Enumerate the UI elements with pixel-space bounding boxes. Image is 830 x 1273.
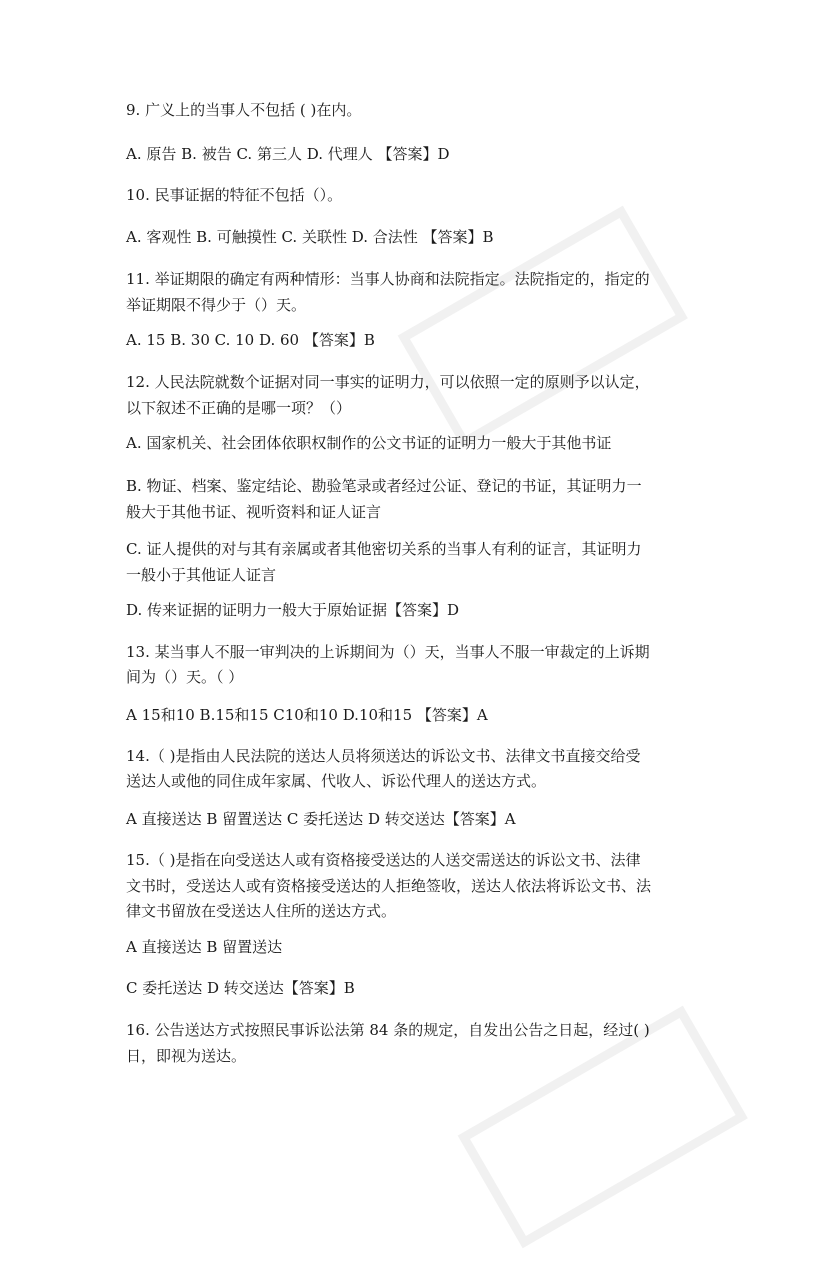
q12-option-c-line2: 一般小于其他证人证言 — [126, 566, 277, 584]
q13-options: A 15和10 B.15和15 C10和10 D.10和15 【答案】A — [126, 706, 488, 724]
q15-options-line2: C 委托送达 D 转交送达【答案】B — [126, 979, 355, 997]
q11-options: A. 15 B. 30 C. 10 D. 60 【答案】B — [126, 331, 375, 349]
q12-stem-line2: 以下叙述不正确的是哪一项？（） — [126, 399, 352, 417]
q14-stem-line1: 14.（ )是指由人民法院的送达人员将须送达的诉讼文书、法律文书直接交给受 — [126, 747, 641, 765]
q13-stem-line1: 13. 某当事人不服一审判决的上诉期间为（）天，当事人不服一审裁定的上诉期 — [126, 643, 650, 661]
q12-option-c-line1: C. 证人提供的对与其有亲属或者其他密切关系的当事人有利的证言，其证明力 — [126, 540, 642, 558]
q12-option-b-line2: 般大于其他书证、视听资料和证人证言 — [126, 503, 382, 521]
q9-stem: 9. 广义上的当事人不包括 ( )在内。 — [126, 101, 362, 119]
q15-stem-line1: 15.（ )是指在向受送达人或有资格接受送达的人送交需送达的诉讼文书、法律 — [126, 851, 641, 869]
q11-stem-line2: 举证期限不得少于（）天。 — [126, 296, 307, 314]
q14-stem-line2: 送达人或他的同住成年家属、代收人、诉讼代理人的送达方式。 — [126, 772, 547, 790]
q13-stem-line2: 间为（）天。（ ） — [126, 668, 244, 686]
q12-option-b-line1: B. 物证、档案、鉴定结论、勘验笔录或者经过公证、登记的书证，其证明力一 — [126, 477, 642, 495]
q15-stem-line3: 律文书留放在受送达人住所的送达方式。 — [126, 902, 397, 920]
q10-stem: 10. 民事证据的特征不包括（）。 — [126, 186, 343, 204]
q9-options: A. 原告 B. 被告 C. 第三人 D. 代理人 【答案】D — [126, 145, 450, 163]
q16-stem-line2: 日，即视为送达。 — [126, 1047, 247, 1065]
q12-option-d: D. 传来证据的证明力一般大于原始证据【答案】D — [126, 601, 460, 619]
q16-stem-line1: 16. 公告送达方式按照民事诉讼法第 84 条的规定，自发出公告之日起，经过( ) — [126, 1021, 650, 1039]
q10-options: A. 客观性 B. 可触摸性 C. 关联性 D. 合法性 【答案】B — [126, 228, 494, 246]
q15-stem-line2: 文书时，受送达人或有资格接受送达的人拒绝签收，送达人依法将诉讼文书、法 — [126, 877, 652, 895]
q11-stem-line1: 11. 举证期限的确定有两种情形：当事人协商和法院指定。法院指定的，指定的 — [126, 270, 650, 288]
q12-option-a: A. 国家机关、社会团体依职权制作的公文书证的证明力一般大于其他书证 — [126, 434, 612, 452]
q14-options: A 直接送达 B 留置送达 C 委托送达 D 转交送达【答案】A — [126, 810, 516, 828]
q12-stem-line1: 12. 人民法院就数个证据对同一事实的证明力，可以依照一定的原则予以认定， — [126, 373, 650, 391]
q15-options-line1: A 直接送达 B 留置送达 — [126, 938, 283, 956]
